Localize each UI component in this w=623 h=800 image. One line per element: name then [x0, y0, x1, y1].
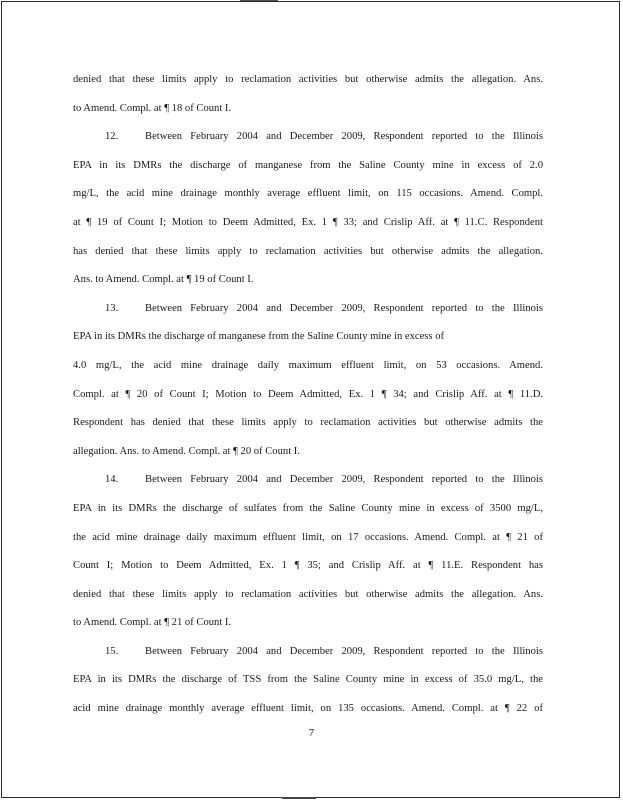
paragraph-number: 15. [105, 645, 119, 657]
scan-mark-top [240, 0, 278, 1]
paragraph-number: 14. [105, 474, 119, 486]
scan-mark-bottom [282, 797, 316, 799]
paragraph-13-first-line [73, 295, 543, 324]
paragraph-14-first-line [73, 466, 543, 495]
paragraph-15-first-line [73, 638, 543, 667]
text-line: Between February 2004 and December 2009, Respondent reported to the Illinois [145, 131, 543, 143]
text-line: to Amend. Compl. at ¶ 18 of Count I. [73, 102, 232, 114]
paragraph-12-first-line [73, 123, 543, 152]
text-line: denied that these limits apply to reclamation activities but otherwise admits the allegation. Ans. [73, 74, 543, 85]
paragraph-number: 13. [105, 302, 119, 314]
document-body [73, 66, 543, 724]
text-line: Between February 2004 and December 2009, Respondent reported to the Illinois [145, 302, 543, 314]
text-line: 4.0 mg/L, the acid mine drainage daily maximum effluent limit, on 53 occasions. Amend. [73, 359, 543, 371]
text-line: Ans. to Amend. Compl. at ¶ 19 of Count I. [73, 274, 254, 286]
text-line: acid mine drainage monthly average effluent limit, on 135 occasions. Amend. Compl. at ¶ 22 of [73, 703, 543, 715]
text-line: at ¶ 19 of Count I; Motion to Deem Admitted, Ex. 1 ¶ 33; and Crislip Aff. at ¶ 11.C. Respondent [73, 216, 543, 228]
text-line: mg/L, the acid mine drainage monthly average effluent limit, on 115 occasions. Amend. Compl. [73, 188, 543, 200]
text-line: Compl. at ¶ 20 of Count I; Motion to Deem Admitted, Ex. 1 ¶ 34; and Crislip Aff. at ¶ 11.D. [73, 388, 543, 400]
page-number: 7 [308, 727, 315, 739]
paragraph-number: 12. [105, 131, 119, 143]
text-line: has denied that these limits apply to reclamation activities but otherwise admits the allegation. [73, 245, 543, 257]
text-line: denied that these limits apply to reclamation activities but otherwise admits the allegation. Ans. [73, 588, 543, 600]
text-line: EPA in its DMRs the discharge of manganese from the Saline County mine in excess of 2.0 [73, 159, 543, 171]
text-line: EPA in its DMRs the discharge of TSS from the Saline County mine in excess of 35.0 mg/L, the [73, 674, 543, 686]
text-line: allegation. Ans. to Amend. Compl. at ¶ 20 of Count I. [73, 445, 300, 457]
text-line: to Amend. Compl. at ¶ 21 of Count I. [73, 617, 232, 629]
text-line: the acid mine drainage daily maximum effluent limit, on 17 occasions. Amend. Compl. at ¶ 21 of [73, 531, 543, 543]
text-line: Respondent has denied that these limits apply to reclamation activities but otherwise admits the [73, 417, 543, 429]
text-line: EPA in its DMRs the discharge of manganese from the Saline County mine in excess of [73, 331, 445, 343]
text-line: EPA in its DMRs the discharge of sulfates from the Saline County mine in excess of 3500 mg/L, [73, 502, 543, 514]
text-line: Between February 2004 and December 2009, Respondent reported to the Illinois [145, 645, 543, 657]
text-line: Between February 2004 and December 2009, Respondent reported to the Illinois [145, 474, 543, 486]
text-line: Count I; Motion to Deem Admitted, Ex. 1 ¶ 35; and Crislip Aff. at ¶ 11.E. Respondent has [73, 560, 543, 572]
